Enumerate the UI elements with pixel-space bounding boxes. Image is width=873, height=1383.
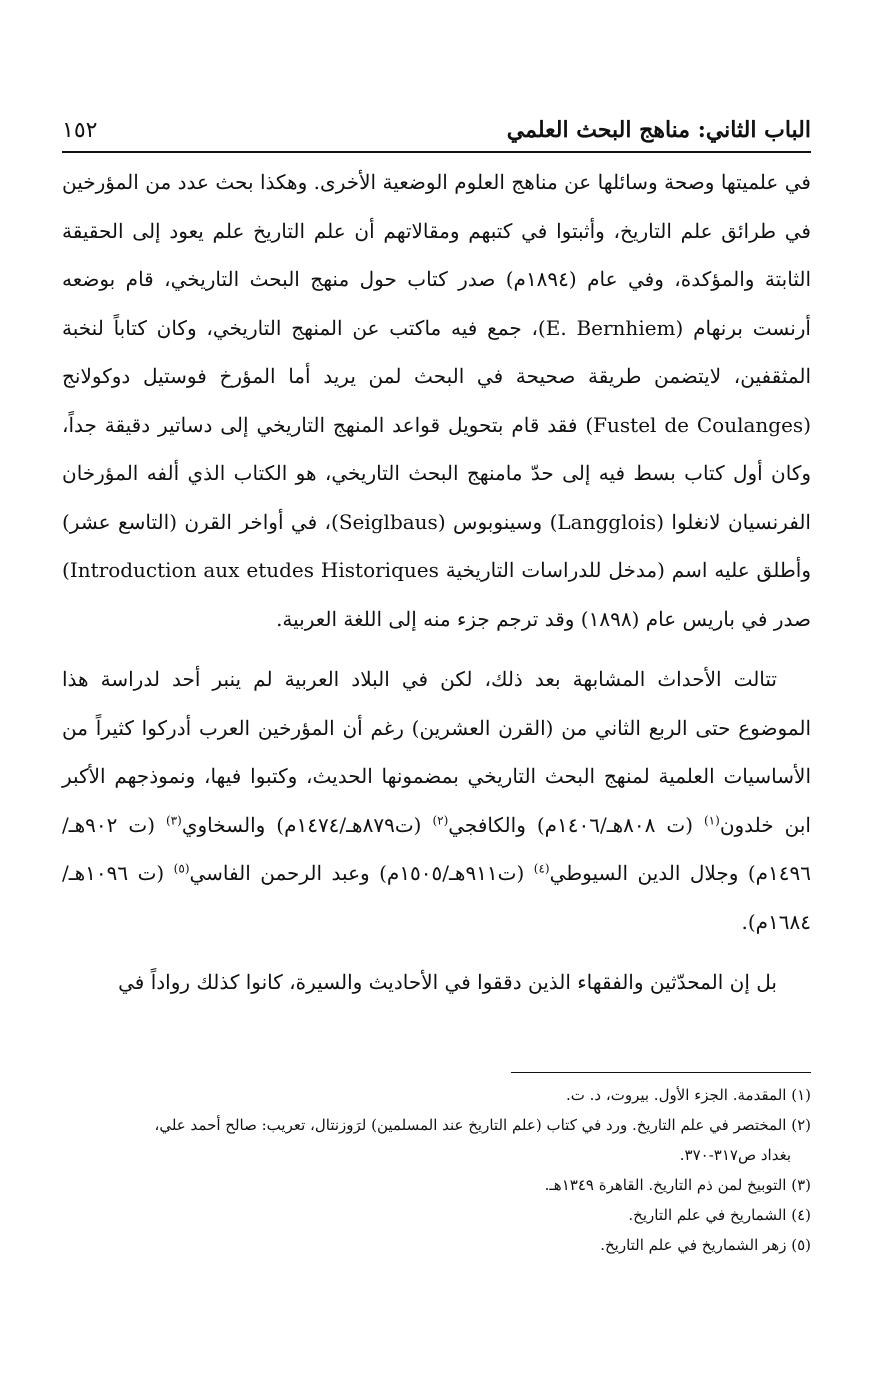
paragraph-2-part-3: (ت٨٧٩هـ/١٤٧٤م) والسخاوي [181, 812, 433, 837]
footnote-ref-5[interactable]: (٥) [173, 861, 190, 876]
paragraph-2-part-4: (ت ٩٠٢هـ/١٤٩٦م) وجلال الدين السيوطي [62, 812, 811, 885]
paragraph-2-part-2: (ت ٨٠٨هـ/١٤٠٦م) والكافجي [448, 812, 704, 837]
footnote-ref-1[interactable]: (١) [703, 812, 720, 827]
body-text [62, 158, 811, 1007]
footnote-ref-4[interactable]: (٤) [533, 861, 550, 876]
footnote-2-continuation: بغداد ص٣١٧-٣٧٠. [679, 1146, 791, 1164]
footnote-3: (٣) التوبيخ لمن ذم التاريخ. القاهرة ١٣٤٩هـ. [544, 1176, 811, 1194]
page-number: ١٥٢ [62, 117, 98, 143]
running-title: الباب الثاني: مناهج البحث العلمي [506, 117, 811, 143]
page-header [62, 110, 811, 150]
footnotes [62, 1080, 811, 1260]
footnote-4: (٤) الشماريخ في علم التاريخ. [628, 1206, 811, 1224]
footnote-ref-3[interactable]: (٣) [165, 812, 182, 827]
header-rule [62, 151, 811, 153]
footnote-ref-2[interactable]: (٢) [432, 812, 449, 827]
paragraph-1: في علميتها وصحة وسائلها عن مناهج العلوم الوضعية الأخرى. وهكذا بحث عدد من المؤرخين في طرائق علم التاريخ، وأثبتوا في كتبهم ومقالاتهم أن علم التاريخ علم يعود إلى الحقيقة الثابتة والمؤكدة، وفي عام (١٨٩٤م) صدر كتاب حول منهج البحث التاريخي، قام بوضعه أرنست برنهام (E. Bernhiem)، جمع فيه ماكتب عن المنهج التاريخي، وكان كتاباً لنخبة المثقفين، لايتضمن طريقة صحيحة في البحث لمن يريد أما المؤرخ فوستيل دوكولانج (Fustel de Coulanges) فقد قام بتحويل قواعد المنهج التاريخي إلى دساتير دقيقة جداً، وكان أول كتاب بسط فيه إلى حدّ مامنهج البحث التاريخي، هو الكتاب الذي ألفه المؤرخان الفرنسيان لانغلوا (Langglois) وسينوبوس (Seiglbaus)، في أواخر القرن (التاسع عشر) وأطلق عليه اسم (مدخل للدراسات التاريخية Introduction aux etudes Historiques) صدر في باريس عام (١٨٩٨) وقد ترجم جزء منه إلى اللغة العربية. [62, 170, 811, 631]
paragraph-2-part-5: (ت٩١١هـ/١٥٠٥م) وعبد الرحمن الفاسي [189, 861, 534, 885]
footnote-1: (١) المقدمة. الجزء الأول. بيروت، د. ت. [565, 1086, 811, 1104]
footnote-5: (٥) زهر الشماريخ في علم التاريخ. [600, 1236, 811, 1254]
paragraph-3: بل إن المحدّثين والفقهاء الذين دققوا في الأحاديث والسيرة، كانوا كذلك رواداً في [118, 970, 777, 994]
footnote-rule [511, 1072, 811, 1073]
footnote-2: (٢) المختصر في علم التاريخ. ورد في كتاب (علم التاريخ عند المسلمين) لرَوزنتال، تعريب: صالح أحمد علي، [154, 1116, 811, 1134]
paragraph-2-part-1: تتالت الأحداث المشابهة بعد ذلك، لكن في البلاد العربية لم ينبر أحد لدراسة هذا الموضوع حتى الربع الثاني من (القرن العشرين) رغم أن المؤرخين العرب أدركوا كثيراً من الأساسيات العلمية لمنهج البحث التاريخي بمضمونها الحديث، وكتبوا فيها، ونموذجهم الأكبر ابن خلدون [62, 667, 811, 837]
paragraph-2 [62, 655, 811, 946]
paragraph-2-part-6: (ت ١٠٩٦هـ/١٦٨٤م). [62, 861, 811, 934]
